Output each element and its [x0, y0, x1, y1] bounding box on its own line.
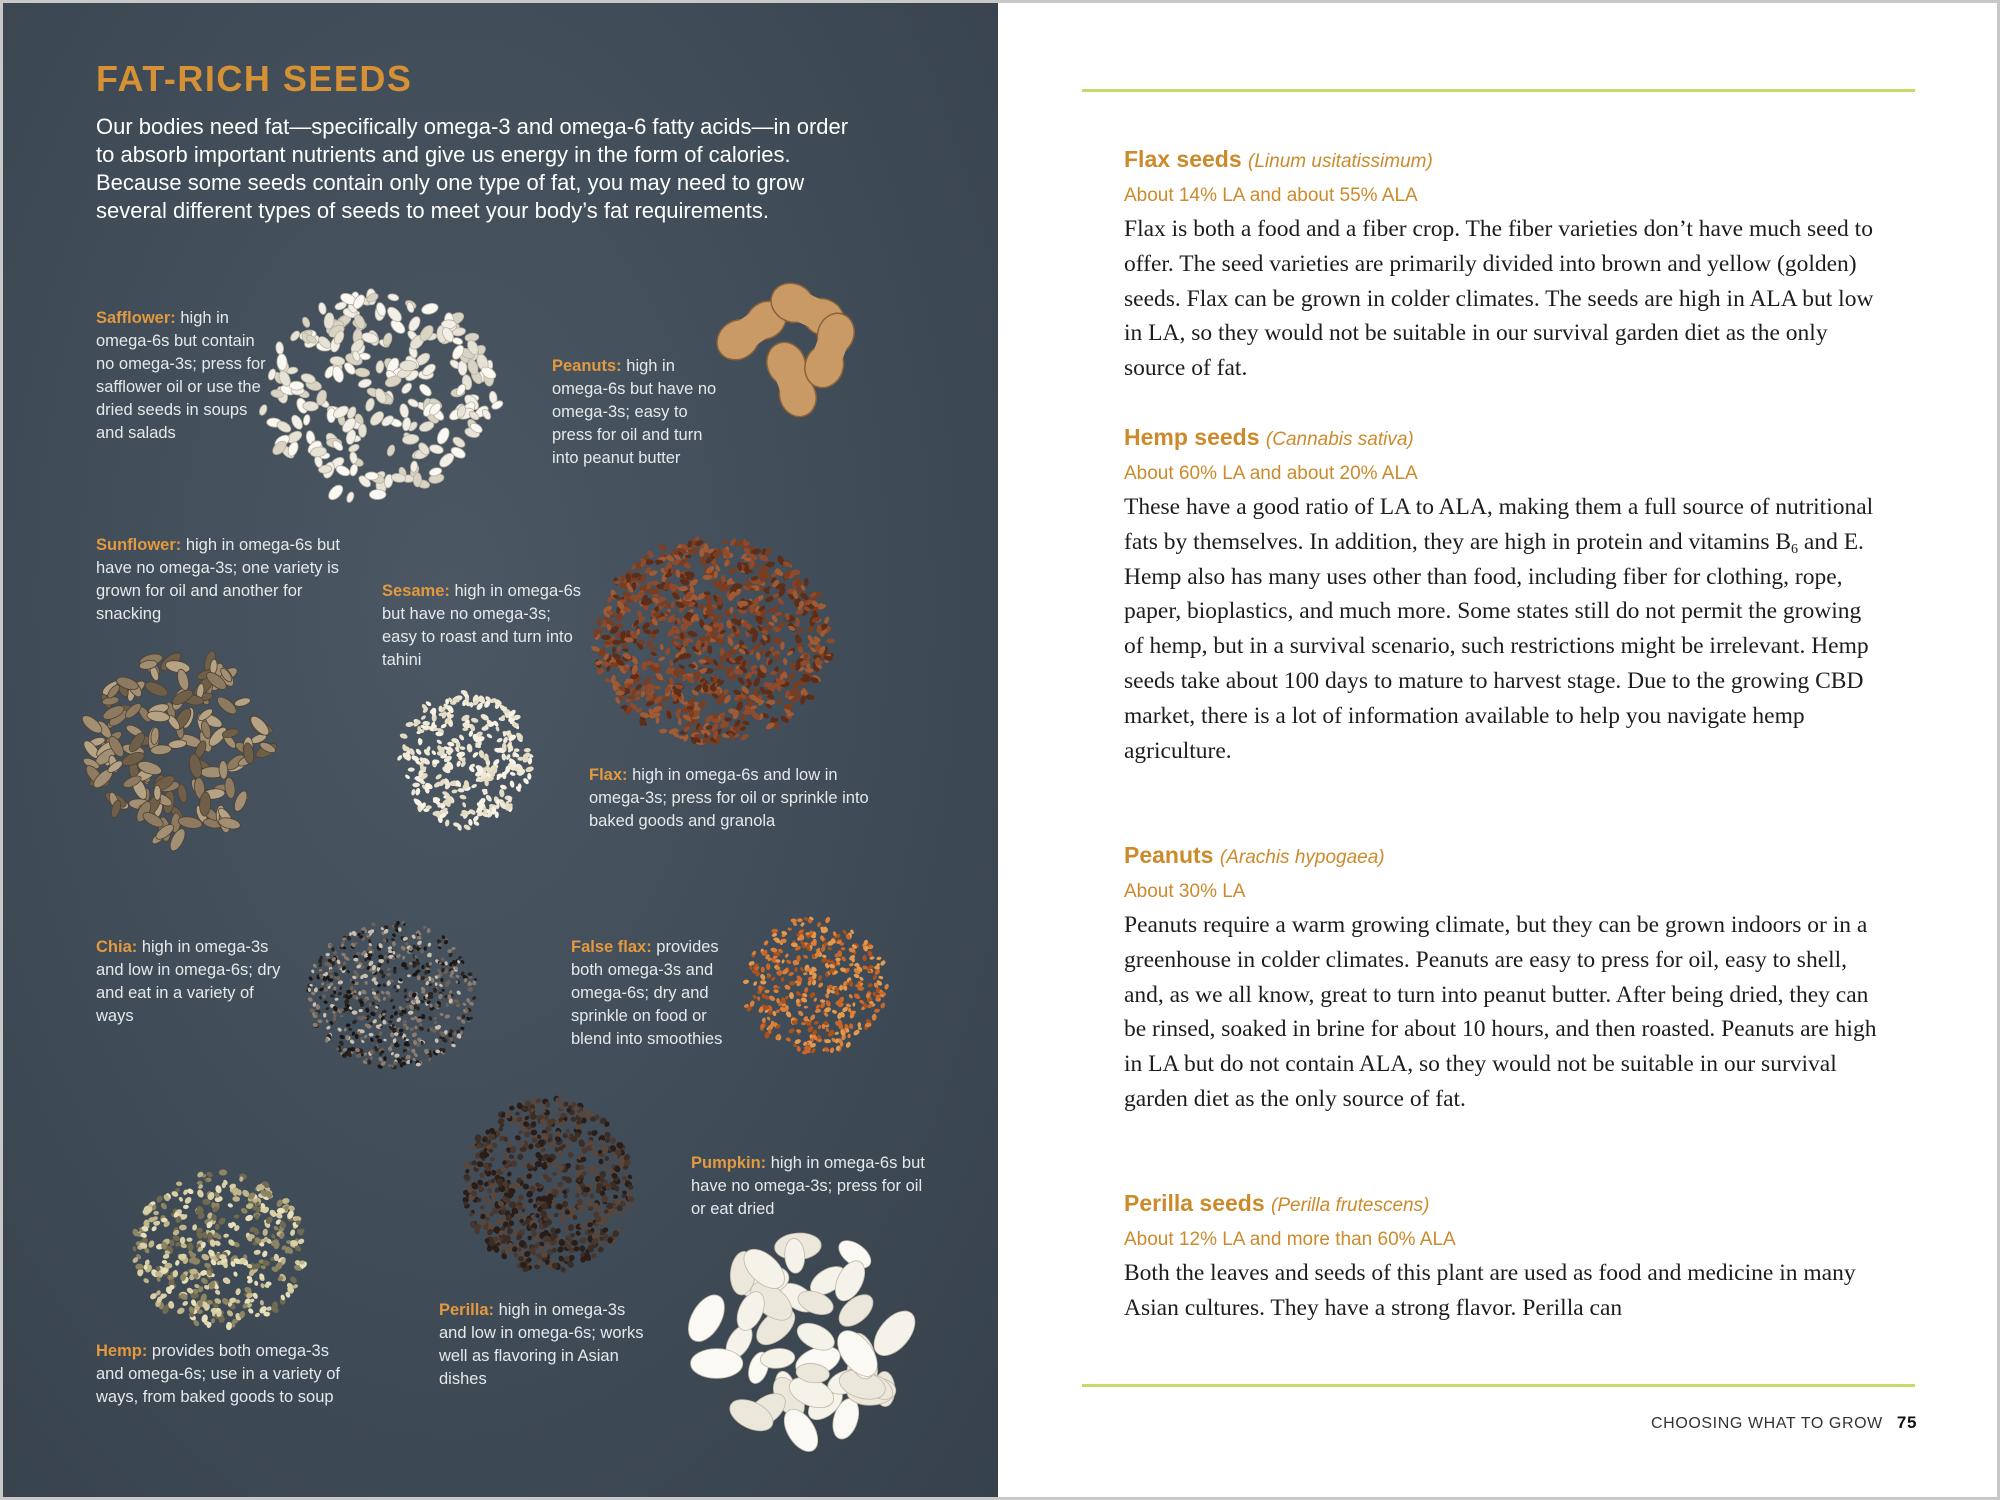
right-page: [998, 0, 2000, 1500]
entry-peanuts: [1124, 840, 1884, 1117]
pumpkin-seeds-image: [680, 1225, 925, 1445]
perilla-caption: [439, 1299, 654, 1391]
entry-common-name: Peanuts: [1124, 842, 1214, 868]
entry-title: [1124, 840, 1884, 873]
flax-text: high in omega-6s and low in omega-3s; press for oil or sprinkle into baked goods and granola: [589, 766, 869, 830]
flax-seeds-image: [590, 535, 835, 745]
entry-title: [1124, 422, 1884, 455]
flax-label: Flax:: [589, 766, 628, 784]
sunflower-caption: [96, 534, 346, 626]
entry-title: [1124, 144, 1884, 177]
entry-latin-name: (Arachis hypogaea): [1219, 847, 1385, 868]
hemp-seeds-image: [130, 1170, 310, 1330]
top-rule: [1082, 89, 1915, 92]
pumpkin-text: high in omega-6s but have no omega-3s; press for oil or eat dried: [691, 1154, 925, 1218]
sunflower-text: high in omega-6s but have no omega-3s; one variety is grown for oil and another for snacking: [96, 536, 340, 623]
chia-text: high in omega-3s and low in omega-6s; dry and eat in a variety of ways: [96, 938, 281, 1025]
sunflower-label: Sunflower:: [96, 536, 182, 554]
pumpkin-label: Pumpkin:: [691, 1154, 767, 1172]
flax-caption: [589, 764, 869, 833]
running-footer: [1651, 1413, 1917, 1433]
perilla-seeds-image: [460, 1095, 635, 1275]
perilla-text: high in omega-3s and low in omega-6s; works well as flavoring in Asian dishes: [439, 1301, 644, 1388]
entry-latin-name: (Linum usitatissimum): [1248, 151, 1433, 172]
entry-fat-ratio: About 14% LA and about 55% ALA: [1124, 185, 1418, 206]
entry-flax: [1124, 144, 1884, 386]
perilla-label: Perilla:: [439, 1301, 495, 1319]
chia-caption: [96, 936, 286, 1028]
entry-body-part-a: These have a good ratio of LA to ALA, making them a full source of nutritional fats by themselves. In addition, they are high in protein and vitamins B: [1124, 494, 1874, 555]
false-flax-caption: [571, 936, 746, 1051]
pumpkin-caption: [691, 1152, 936, 1221]
sunflower-seeds-image: [78, 650, 278, 845]
safflower-text: high in omega-6s but contain no omega-3s; press for safflower oil or use the dried seeds in soups and salads: [96, 309, 266, 442]
safflower-caption: [96, 307, 266, 445]
entry-body-part-b: and E. Hemp also has many uses other than food, including fiber for clothing, rope, paper, bioplastics, and much more. Some states still do not permit the growing of hemp, but in a survival scenario, such restrictions might be irrelevant. Hemp seeds take about 100 days to mature to harvest stage. Due to the growing CBD market, there is a lot of information available to help you navigate hemp agriculture.: [1124, 528, 1869, 764]
entry-body: Both the leaves and seeds of this plant are used as food and medicine in many Asian cultures. They have a strong flavor. Perilla can: [1124, 1260, 1856, 1321]
running-footer-section: CHOOSING WHAT TO GROW: [1651, 1415, 1883, 1432]
intro-paragraph: Our bodies need fat—specifically omega-3 and omega-6 fatty acids—in order to absorb important nutrients and give us energy in the form of calories. Because some seeds contain only one type of fat, you may need to grow several different types of seeds to meet your body’s fat requirements.: [96, 114, 849, 223]
entry-hemp: [1124, 422, 1884, 768]
entry-common-name: Hemp seeds: [1124, 424, 1260, 450]
entry-latin-name: (Perilla frutescens): [1271, 1195, 1430, 1216]
entry-body: Peanuts require a warm growing climate, but they can be grown indoors or in a greenhouse in colder climates. Peanuts are easy to press for oil, easy to shell, and, as we all know, great to turn into peanut butter. After being dried, they can be rinsed, soaked in brine for about 10 hours, and then roasted. Peanuts are high in LA but do not contain ALA, so they would not be suitable in our survival garden diet as the only source of fat.: [1124, 912, 1877, 1112]
peanuts-caption: [552, 355, 732, 470]
sesame-caption: [382, 580, 582, 672]
entry-perilla: [1124, 1188, 1884, 1326]
section-title: FAT-RICH SEEDS: [96, 58, 413, 99]
safflower-seeds-image: [255, 290, 505, 505]
bottom-rule: [1082, 1384, 1915, 1387]
sesame-text: high in omega-6s but have no omega-3s; easy to roast and turn into tahini: [382, 582, 582, 669]
left-page: [0, 0, 998, 1500]
sesame-label: Sesame:: [382, 582, 450, 600]
chia-seeds-image: [305, 920, 480, 1070]
entry-fat-ratio: About 12% LA and more than 60% ALA: [1124, 1229, 1456, 1250]
chia-label: Chia:: [96, 938, 138, 956]
entry-common-name: Flax seeds: [1124, 146, 1242, 172]
hemp-text: provides both omega-3s and omega-6s; use in a variety of ways, from baked goods to soup: [96, 1342, 340, 1406]
false-flax-text: provides both omega-3s and omega-6s; dry and sprinkle on food or blend into smoothies: [571, 938, 723, 1048]
entry-common-name: Perilla seeds: [1124, 1190, 1265, 1216]
hemp-caption: [96, 1340, 346, 1409]
peanuts-text: high in omega-6s but have no omega-3s; easy to press for oil and turn into peanut butter: [552, 357, 717, 467]
peanuts-label: Peanuts:: [552, 357, 622, 375]
vitamin-subscript: 6: [1791, 541, 1799, 557]
entry-latin-name: (Cannabis sativa): [1265, 429, 1414, 450]
false-flax-seeds-image: [740, 915, 890, 1055]
page-number: 75: [1896, 1413, 1917, 1432]
entry-title: [1124, 1188, 1884, 1221]
entry-body: [1124, 490, 1884, 768]
entry-fat-ratio: About 30% LA: [1124, 881, 1246, 902]
entry-fat-ratio: About 60% LA and about 20% ALA: [1124, 463, 1418, 484]
safflower-label: Safflower:: [96, 309, 176, 327]
entry-body: Flax is both a food and a fiber crop. The fiber varieties don’t have much seed to offer. The seed varieties are primarily divided into brown and yellow (golden) seeds. Flax can be grown in colder climates. The seeds are high in ALA but low in LA, so they would not be suitable in our survival garden diet as the only source of fat.: [1124, 216, 1874, 382]
sesame-seeds-image: [395, 690, 535, 830]
false-flax-label: False flax:: [571, 938, 652, 956]
hemp-label: Hemp:: [96, 1342, 148, 1360]
